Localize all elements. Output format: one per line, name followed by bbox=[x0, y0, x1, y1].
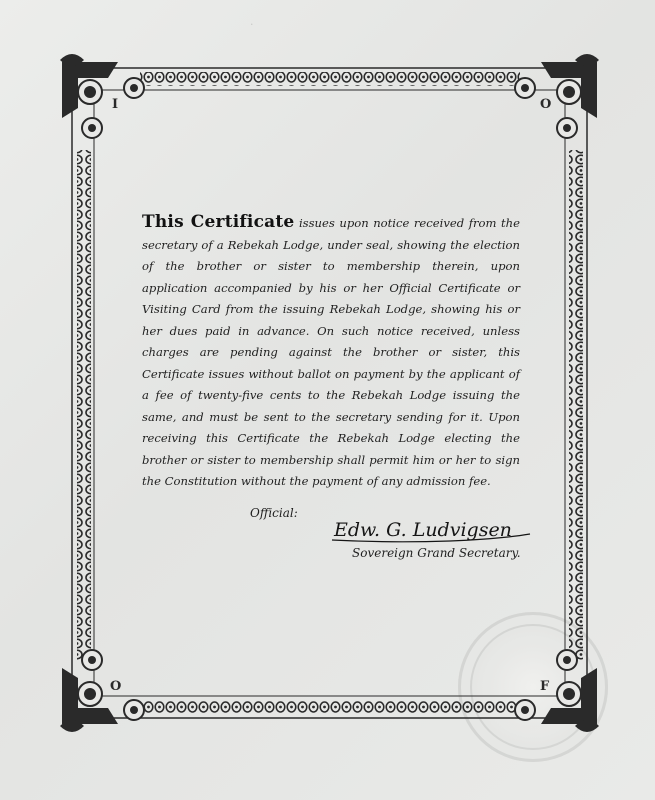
handwritten-signature bbox=[330, 512, 535, 546]
bleed-through-text: · bbox=[250, 18, 255, 31]
certificate-body bbox=[142, 212, 520, 493]
certificate-body-text: issues upon notice received from the secretary of a Rebekah Lodge, under seal, showing the election of the brother or sister to membership therein, upon application accompanied by his or her Official Certificate or Visiting Card from the issuing Rebekah Lodge, showing his or her dues paid in advance. On such notice received, unless charges are pending against the brother or sister, this Certificate issues without ballot on payment by the applicant of a fee of twenty-five cents to the Rebekah Lodge issuing the same, and must be sent to the secretary sending for it. Upon receiving this Certificate the Rebekah Lodge electing the brother or sister to membership shall permit him or her to sign the Constitution without the payment of any admission fee. bbox=[142, 216, 521, 488]
border-chain-top bbox=[140, 72, 520, 86]
signer-title: Sovereign Grand Secretary. bbox=[352, 546, 521, 560]
border-chain-left bbox=[77, 150, 91, 660]
corner-letter-bottom-right: F bbox=[540, 679, 550, 694]
border-chain-bottom bbox=[140, 700, 520, 714]
corner-letter-bottom-left: O bbox=[110, 679, 122, 694]
certificate-heading: This Certificate bbox=[142, 212, 295, 232]
official-label: Official: bbox=[250, 506, 298, 520]
corner-letter-top-right: O bbox=[540, 97, 552, 112]
signature-text: Edw. G. Ludvigsen bbox=[334, 519, 512, 541]
border-chain-right bbox=[569, 150, 583, 660]
corner-letter-top-left: I bbox=[112, 97, 119, 112]
